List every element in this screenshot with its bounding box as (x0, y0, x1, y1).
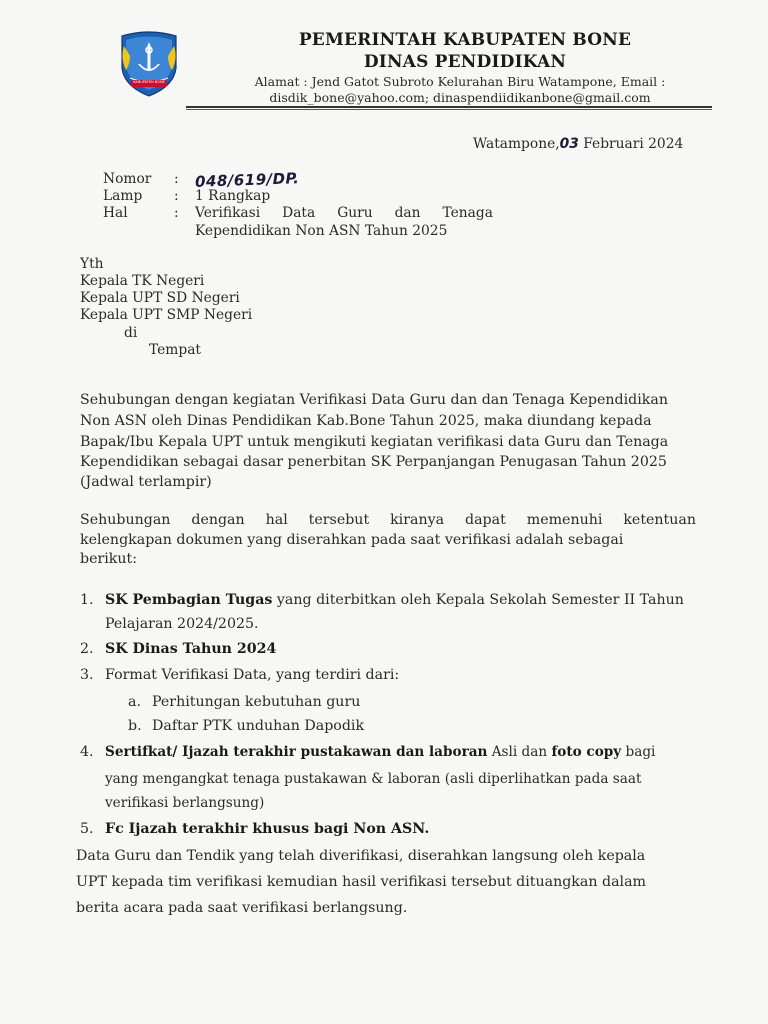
recipient-tempat: Tempat (149, 342, 201, 358)
recipient-di: di (124, 325, 138, 341)
recipient-line-1: Kepala TK Negeri (80, 273, 205, 289)
list-item-5: Fc Ijazah terakhir khusus bagi Non ASN. (105, 821, 430, 837)
paragraph-2-line: kelengkapan dokumen yang diserahkan pada saat verifikasi adalah sebagai (80, 532, 624, 548)
list-number: 1. (80, 592, 94, 608)
recipient-yth: Yth (80, 256, 104, 272)
date-place: Watampone, (473, 136, 560, 152)
list-item-1-rest: yang diterbitkan oleh Kepala Sekolah Semester II Tahun (272, 592, 684, 608)
hal-word: Tenaga (442, 205, 493, 221)
sublist-letter: a. (128, 694, 141, 710)
bone-regency-logo (116, 28, 182, 98)
address-line-2: disdik_bone@yahoo.com; dinaspendiidikanbone@gmail.com (269, 90, 651, 105)
org-name: PEMERINTAH KABUPATEN BONE (298, 30, 632, 50)
closing-line: Data Guru dan Tendik yang telah diverifikasi, diserahkan langsung oleh kepala (76, 848, 646, 864)
list-item-4-end: bagi (621, 744, 656, 760)
nomor-value-handwritten: 048/619/DP. (194, 169, 300, 191)
lamp-value: 1 Rangkap (195, 188, 271, 204)
list-item-1 (105, 592, 684, 608)
list-number: 5. (80, 821, 94, 837)
letter-date (473, 136, 683, 152)
list-item-4-bold-2: foto copy (551, 744, 622, 760)
hal-word: dan (394, 205, 421, 221)
recipient-line-3: Kepala UPT SMP Negeri (80, 307, 253, 323)
department-name: DINAS PENDIDIKAN (363, 52, 567, 72)
list-item-3: Format Verifikasi Data, yang terdiri dari: (105, 667, 400, 683)
paragraph-1-line: (Jadwal terlampir) (80, 474, 212, 490)
lamp-colon: : (174, 188, 179, 204)
recipient-line-2: Kepala UPT SD Negeri (80, 290, 240, 306)
list-item-4 (105, 744, 655, 760)
list-item-4-line-2: yang mengangkat tenaga pustakawan & laboran (asli diperlihatkan pada saat (105, 771, 642, 787)
hal-line-2: Kependidikan Non ASN Tahun 2025 (195, 223, 448, 239)
list-item-1-line-2: Pelajaran 2024/2025. (105, 616, 259, 632)
logo-caption: KABUPATEN BONE (133, 80, 165, 84)
nomor-label: Nomor (103, 171, 152, 187)
date-day-handwritten: 03 (559, 136, 579, 152)
paragraph-1-line: Non ASN oleh Dinas Pendidikan Kab.Bone Tahun 2025, maka diundang kepada (80, 413, 652, 429)
lamp-label: Lamp (103, 188, 143, 204)
closing-line: UPT kepada tim verifikasi kemudian hasil verifikasi tersebut dituangkan dalam (76, 874, 647, 890)
list-item-1-bold: SK Pembagian Tugas (105, 592, 273, 608)
header-rule-thin (186, 109, 712, 110)
list-number: 2. (80, 641, 94, 657)
hal-word: Guru (337, 205, 373, 221)
list-item-2: SK Dinas Tahun 2024 (105, 641, 277, 657)
list-item-4-bold: Sertifkat/ Ijazah terakhir pustakawan dan laboran (105, 744, 488, 760)
sublist-letter: b. (128, 718, 142, 734)
list-item-3b: Daftar PTK unduhan Dapodik (152, 718, 365, 734)
paragraph-2-line: berikut: (80, 551, 138, 567)
date-month-year: Februari 2024 (583, 136, 684, 152)
list-item-4-line-3: verifikasi berlangsung) (105, 795, 265, 811)
hal-label: Hal (103, 205, 128, 221)
list-item-4-mid: Asli dan (487, 744, 552, 760)
hal-colon: : (174, 205, 179, 221)
list-number: 3. (80, 667, 94, 683)
closing-line: berita acara pada saat verifikasi berlangsung. (76, 900, 408, 916)
nomor-colon: : (174, 171, 179, 187)
paragraph-1-line: Bapak/Ibu Kepala UPT untuk mengikuti kegiatan verifikasi data Guru dan Tenaga (80, 434, 669, 450)
paragraph-1-line: Kependidikan sebagai dasar penerbitan SK Perpanjangan Penugasan Tahun 2025 (80, 454, 667, 470)
hal-word: Verifikasi (195, 205, 261, 221)
address-line-1: Alamat : Jend Gatot Subroto Kelurahan Biru Watampone, Email : (254, 74, 666, 89)
hal-word: Data (282, 205, 316, 221)
header-rule-thick (186, 106, 712, 108)
paragraph-1-line: Sehubungan dengan kegiatan Verifikasi Data Guru dan dan Tenaga Kependidikan (80, 392, 668, 408)
hal-line-1 (195, 205, 493, 221)
paragraph-2-line: Sehubungan dengan hal tersebut kiranya dapat memenuhi ketentuan (80, 512, 696, 528)
list-item-3a: Perhitungan kebutuhan guru (152, 694, 361, 710)
list-number: 4. (80, 744, 94, 760)
